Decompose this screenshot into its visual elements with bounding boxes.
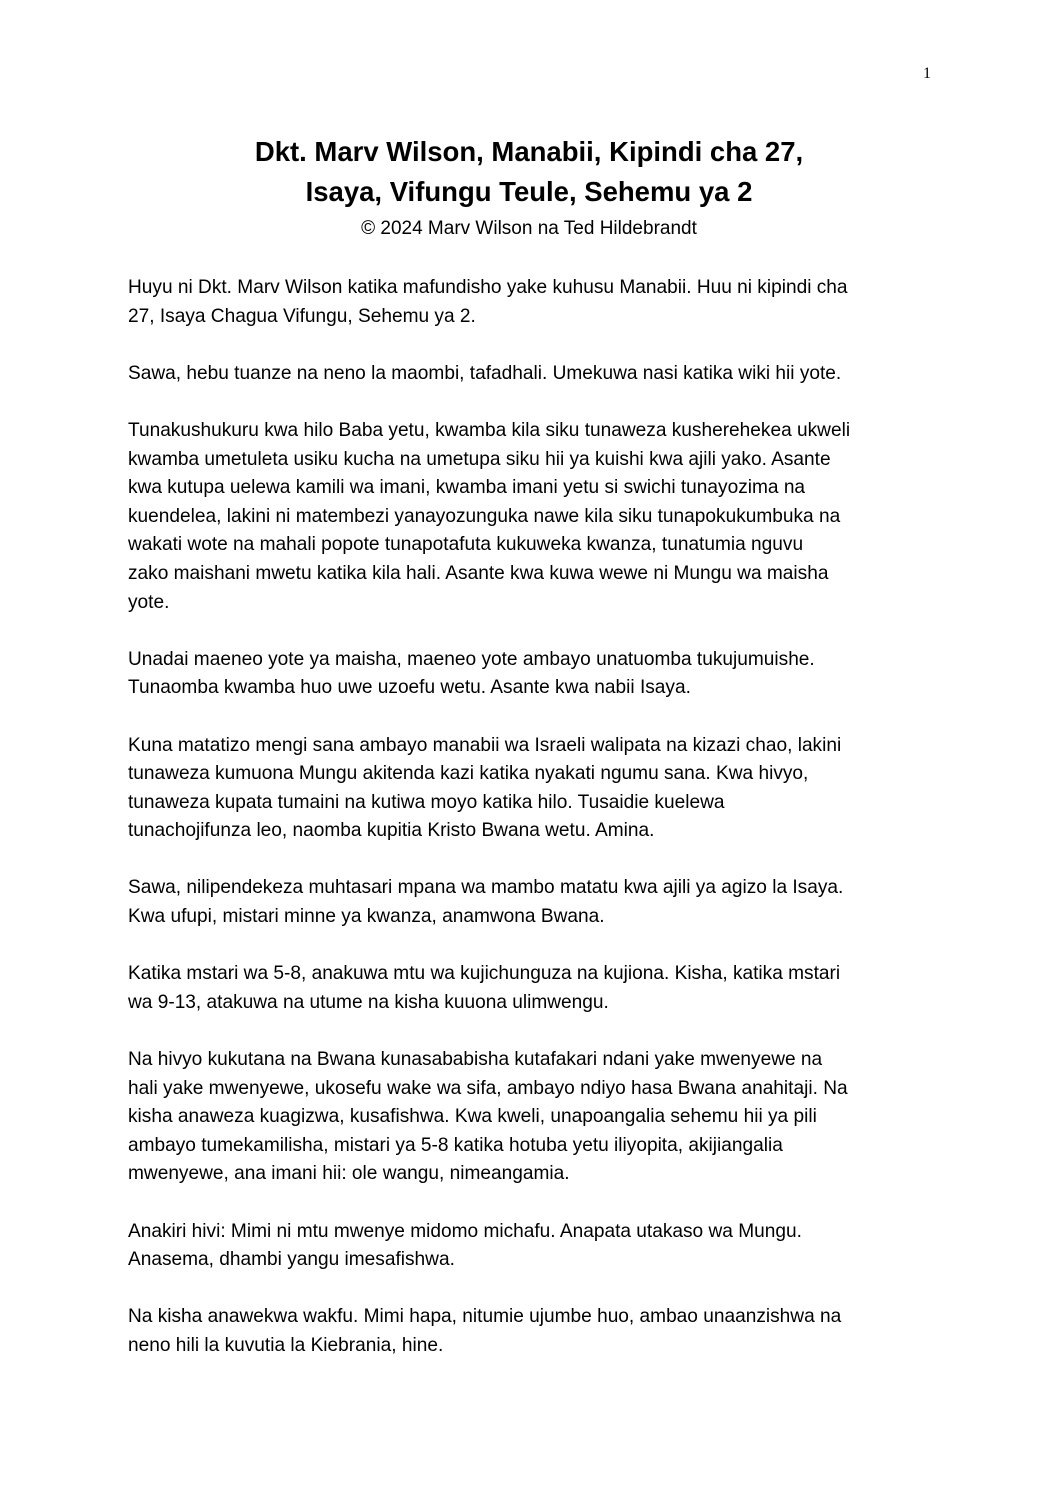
paragraph — [128, 1218, 928, 1275]
paragraph-line: Sawa, nilipendekeza muhtasari mpana wa mambo matatu kwa ajili ya agizo la Isaya. — [128, 877, 844, 899]
paragraph-line: tunachojifunza leo, naomba kupitia Kristo Bwana wetu. Amina. — [128, 820, 655, 842]
paragraph-line: wakati wote na mahali popote tunapotafuta kukuweka kwanza, tunatumia nguvu — [128, 534, 804, 556]
paragraph — [128, 874, 928, 931]
paragraph-line: Katika mstari wa 5-8, anakuwa mtu wa kujichunguza na kujiona. Kisha, katika mstari — [128, 963, 841, 985]
paragraph-line: neno hili la kuvutia la Kiebrania, hine. — [128, 1334, 444, 1356]
paragraph-line: Anasema, dhambi yangu imesafishwa. — [128, 1249, 455, 1271]
paragraph-line: 27, Isaya Chagua Vifungu, Sehemu ya 2. — [128, 305, 476, 327]
page-number: 1 — [923, 65, 931, 82]
paragraph-line: kuendelea, lakini ni matembezi yanayozunguka nawe kila siku tunapokukumbuka na — [128, 505, 841, 527]
paragraph-line: yote. — [128, 591, 170, 613]
paragraph-line: Na kisha anawekwa wakfu. Mimi hapa, nitumie ujumbe huo, ambao unaanzishwa na — [128, 1306, 842, 1328]
paragraph-line: tunaweza kumuona Mungu akitenda kazi katika nyakati ngumu sana. Kwa hivyo, — [128, 763, 809, 785]
paragraph-line: mwenyewe, ana imani hii: ole wangu, nimeangamia. — [128, 1163, 570, 1185]
paragraph — [128, 417, 928, 617]
paragraph-line: tunaweza kupata tumaini na kutiwa moyo katika hilo. Tusaidie kuelewa — [128, 791, 725, 813]
paragraph-line: Unadai maeneo yote ya maisha, maeneo yote ambayo unatuomba tukujumuishe. — [128, 648, 815, 670]
document-header — [0, 132, 1058, 242]
paragraph — [128, 732, 928, 846]
document-title-line-2: Isaya, Vifungu Teule, Sehemu ya 2 — [305, 176, 753, 207]
paragraph-line: wa 9-13, atakuwa na utume na kisha kuuona ulimwengu. — [128, 991, 609, 1013]
paragraph-line: Huyu ni Dkt. Marv Wilson katika mafundisho yake kuhusu Manabii. Huu ni kipindi cha — [128, 277, 848, 298]
paragraph-line: Kwa ufupi, mistari minne ya kwanza, anamwona Bwana. — [128, 906, 605, 928]
paragraph — [128, 1303, 928, 1360]
paragraph-line: Tunakushukuru kwa hilo Baba yetu, kwamba kila siku tunaweza kusherehekea ukweli — [128, 419, 851, 441]
paragraph-line: zako maishani mwetu katika kila hali. Asante kwa kuwa wewe ni Mungu wa maisha — [128, 562, 829, 584]
paragraph — [128, 1046, 928, 1189]
paragraph-line: kwamba umetuleta usiku kucha na umetupa siku hii ya kuishi kwa ajili yako. Asante — [128, 448, 831, 470]
document-title-line-1: Dkt. Marv Wilson, Manabii, Kipindi cha 27, — [254, 136, 804, 167]
paragraph-line: hali yake mwenyewe, ukosefu wake wa sifa, ambayo ndiyo hasa Bwana anahitaji. Na — [128, 1077, 848, 1099]
paragraph-line: Kuna matatizo mengi sana ambayo manabii wa Israeli walipata na kizazi chao, lakini — [128, 734, 842, 756]
paragraph-line: Anakiri hivi: Mimi ni mtu mwenye midomo michafu. Anapata utakaso wa Mungu. — [128, 1220, 802, 1242]
copyright-notice: © 2024 Marv Wilson na Ted Hildebrandt — [361, 218, 697, 239]
paragraph-line: Tunaomba kwamba huo uwe uzoefu wetu. Asante kwa nabii Isaya. — [128, 677, 691, 699]
paragraph-line: ambayo tumekamilisha, mistari ya 5-8 katika hotuba yetu iliyopita, akijiangalia — [128, 1134, 783, 1156]
paragraph-line: kwa kutupa uelewa kamili wa imani, kwamba imani yetu si swichi tunayozima na — [128, 477, 806, 499]
paragraph-line: Na hivyo kukutana na Bwana kunasababisha kutafakari ndani yake mwenyewe na — [128, 1049, 823, 1071]
document-body — [128, 274, 928, 1389]
paragraph — [128, 360, 928, 389]
paragraph-line: Sawa, hebu tuanze na neno la maombi, tafadhali. Umekuwa nasi katika wiki hii yote. — [128, 362, 842, 384]
paragraph — [128, 646, 928, 703]
paragraph — [128, 960, 928, 1017]
paragraph-line: kisha anaweza kuagizwa, kusafishwa. Kwa kweli, unapoangalia sehemu hii ya pili — [128, 1106, 817, 1128]
paragraph — [128, 274, 928, 331]
